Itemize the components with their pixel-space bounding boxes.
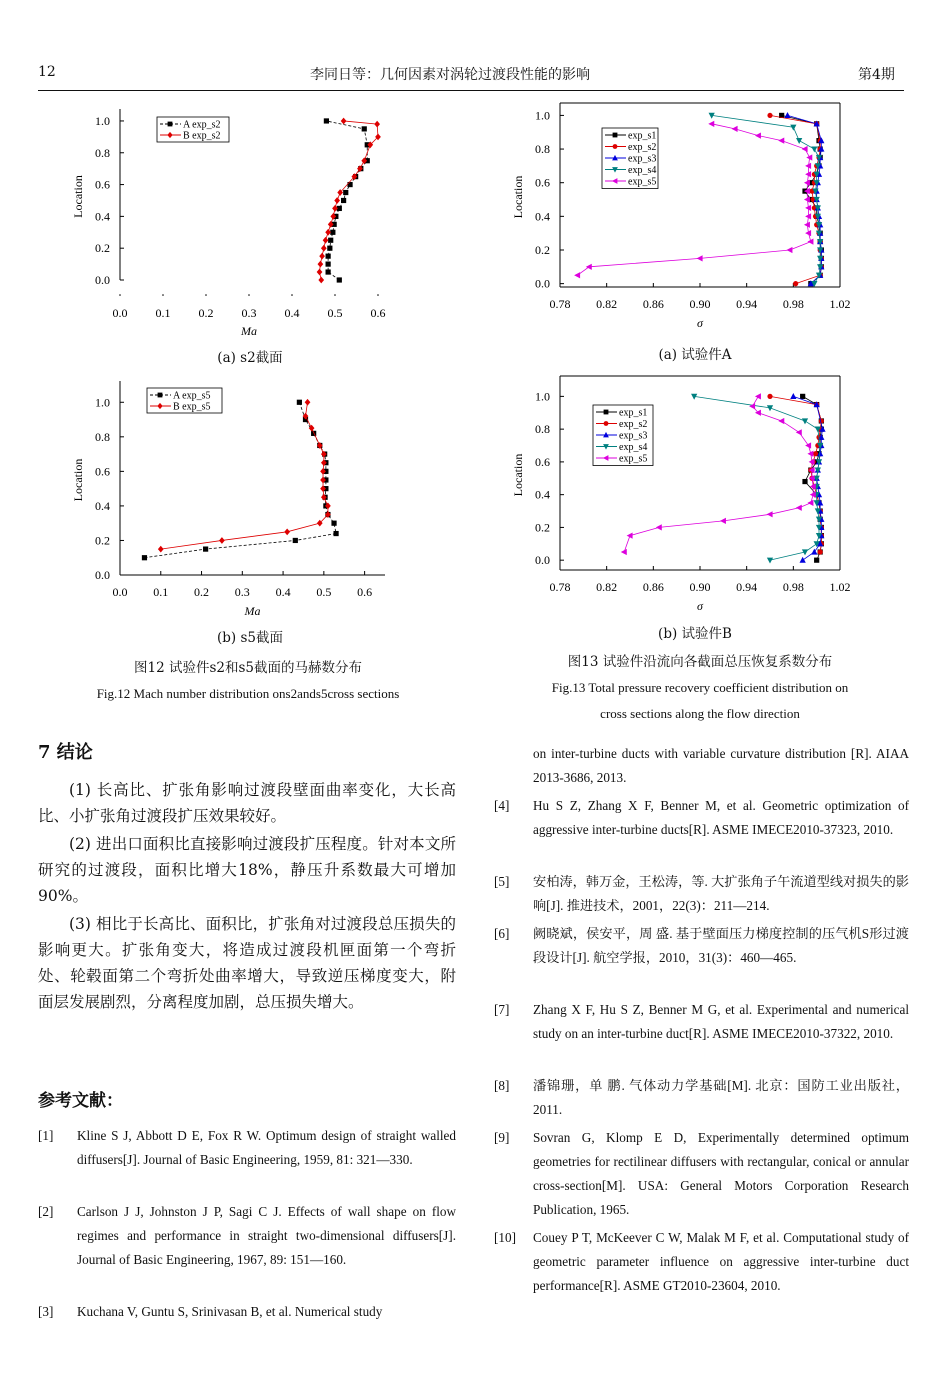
data-point [818, 549, 823, 554]
data-point [325, 229, 331, 236]
fig12-caption-en: Fig.12 Mach number distribution ons2ands5cross sections [96, 686, 400, 701]
x-axis-label: Ma [241, 324, 257, 338]
reference-text: Hu S Z, Zhang X F, Benner M, et al. Geometric optimization of aggressive inter-turbine ducts[R]. ASME IMECE2010-37323, 2010. [533, 798, 909, 837]
y-tick-label: 0.4 [535, 209, 550, 224]
x-tick-label: 0.90 [689, 297, 711, 311]
y-tick-label: 1.0 [535, 108, 550, 123]
legend-label: exp_s3 [628, 153, 657, 165]
x-tick-label: 0.1 [155, 306, 171, 320]
y-tick-label: 1.0 [535, 389, 550, 404]
y-tick-label: 0.2 [535, 520, 550, 535]
data-point [697, 255, 703, 261]
y-tick-label: 0.8 [535, 422, 550, 437]
legend-label: exp_s5 [628, 176, 657, 188]
legend-label: exp_s4 [628, 165, 657, 176]
issue-number: 第4期 [858, 67, 895, 83]
y-tick-label: 0.0 [535, 276, 550, 291]
y-tick-label: 0.8 [95, 429, 110, 444]
data-point [219, 537, 225, 544]
data-point [732, 126, 738, 132]
data-point [796, 138, 802, 144]
data-point [755, 132, 761, 138]
conclusion-item-1: (1) 长高比、扩张角影响过渡段壁面曲率变化，大长高比、小扩张角过渡段扩压效果较好。 [38, 781, 456, 825]
data-point [326, 261, 331, 266]
data-point [305, 399, 311, 406]
legend-label: exp_s3 [619, 430, 648, 442]
data-point [621, 549, 627, 555]
data-point [326, 269, 331, 274]
data-point [333, 531, 338, 536]
x-tick-label: 0.5 [327, 306, 343, 320]
data-point [755, 410, 761, 416]
x-tick-label: 0.90 [689, 580, 711, 594]
data-point [168, 122, 173, 127]
fig13a-sigma-chart [505, 95, 850, 345]
x-axis-label: Ma [244, 604, 261, 618]
data-point [343, 190, 348, 195]
y-tick-label: 0.2 [95, 241, 110, 256]
y-tick-label: 0.6 [95, 464, 110, 479]
data-point [800, 557, 806, 563]
fig12-caption-cn: 图12 试验件s2和s5截面的马赫数分布 [133, 660, 362, 676]
conclusion-item-3: (3) 相比于长高比、面积比，扩张角对过渡段总压损失的影响更大。扩张角变大，将造成过渡段机匣面第一个弯折处、轮毂面第二个弯折处曲率增大，导致逆压梯度变大，附面层发展剧烈，分离程度加剧，总压损失增大。 [38, 915, 456, 1011]
reference-item-continued [494, 742, 909, 790]
y-tick-label: 0.0 [95, 568, 110, 582]
x-tick-label: 0.94 [736, 580, 758, 594]
x-tick-label: 0.3 [241, 306, 257, 320]
data-point [331, 521, 336, 526]
y-tick-label: 0.8 [535, 142, 550, 157]
series-line [712, 115, 820, 283]
reference-number: [4] [494, 798, 510, 813]
series-line [694, 396, 820, 560]
data-point [158, 393, 163, 398]
reference-text: Zhang X F, Hu S Z, Benner M G, et al. Experimental and numerical study on an inter-turbine duct[R]. ASME IMECE2010-37322, 2010. [533, 1002, 909, 1041]
y-axis-label: Location [511, 175, 525, 219]
reference-item [494, 998, 909, 1070]
reference-number: [6] [494, 926, 510, 941]
reference-text: Carlson J J, Johnston J P, Sagi C J. Effects of wall shape on flow regimes and performance in straight two-dimensional diffusers[J]. Journal of Basic Engineering, 1967, 89: 151—160. [77, 1204, 456, 1267]
data-point [374, 121, 380, 128]
x-tick-label: 0.78 [549, 580, 571, 594]
reference-number: [9] [494, 1130, 510, 1145]
data-point [613, 144, 618, 149]
reference-item [38, 1124, 456, 1196]
x-tick-label: 0.98 [782, 297, 804, 311]
header-rule [38, 90, 904, 91]
fig13-caption-cn: 图13 试验件沿流向各截面总压恢复系数分布 [567, 654, 833, 670]
reference-number: [1] [38, 1128, 54, 1143]
data-point [203, 546, 208, 551]
data-point [341, 198, 346, 203]
references-title: 参考文献： [38, 1091, 123, 1111]
data-point [720, 518, 726, 524]
data-point [790, 393, 796, 399]
reference-text: 安柏涛，韩万金，王松涛，等. 大扩张角子午流道型线对损失的影响[J]. 推进技术，2001，22(3)：211—214. [533, 874, 909, 913]
reference-item [494, 1126, 909, 1222]
x-tick [205, 294, 207, 296]
data-point [319, 253, 325, 260]
data-point [793, 281, 798, 286]
y-tick-label: 0.6 [95, 177, 110, 192]
series-line [161, 402, 328, 549]
legend-label: B exp_s2 [183, 130, 221, 142]
data-point [708, 121, 714, 127]
reference-item [494, 1226, 909, 1322]
data-point [604, 421, 609, 426]
x-tick-label: 0.1 [153, 585, 169, 599]
running-title: 李同日等：几何因素对涡轮过渡段性能的影响 [310, 67, 590, 83]
y-axis-label: Location [71, 458, 85, 502]
fig12b-panel-label: (b) s5截面 [217, 630, 283, 646]
reference-text: Kuchana V, Guntu S, Srinivasan B, et al. Numerical study [77, 1304, 383, 1319]
data-point [656, 524, 662, 530]
data-point [327, 246, 332, 251]
data-point [778, 138, 784, 144]
data-point [802, 146, 808, 152]
data-point [813, 451, 818, 456]
x-tick-label: 0.2 [194, 585, 210, 599]
y-tick-label: 0.0 [535, 553, 550, 568]
reference-number: [2] [38, 1204, 54, 1219]
legend-label: exp_s5 [619, 453, 648, 465]
y-tick-label: 0.0 [95, 273, 110, 287]
x-tick [291, 294, 293, 296]
data-point [324, 118, 329, 123]
data-point [786, 247, 792, 253]
x-tick-label: 0.78 [549, 297, 571, 311]
data-point [767, 113, 772, 118]
data-point [790, 125, 796, 131]
data-point [334, 197, 340, 204]
reference-text: Kline S J, Abbott D E, Fox R W. Optimum design of straight walled diffusers[J]. Journal of Basic Engineering, 1959, 81: 321—330. [77, 1128, 456, 1167]
data-point [293, 538, 298, 543]
data-point [142, 555, 147, 560]
legend-label: B exp_s5 [173, 401, 211, 413]
data-point [800, 394, 805, 399]
x-tick-label: 0.3 [234, 585, 250, 599]
reference-text: Sovran G, Klomp E D, Experimentally determined optimum geometries for rectilinear diffusers with rectangular, conical or annular cross-section[M]. USA: General Motors Corporation Research Publication, 1965. [533, 1130, 909, 1217]
data-point [802, 479, 807, 484]
reference-item [38, 1300, 456, 1324]
x-tick-label: 0.82 [596, 297, 618, 311]
x-axis-label: σ [697, 316, 703, 330]
data-point [326, 254, 331, 259]
reference-number: [5] [494, 874, 510, 889]
reference-number: [8] [494, 1078, 510, 1093]
legend-label: A exp_s2 [183, 119, 221, 131]
y-tick-label: 0.6 [535, 175, 550, 190]
reference-number: [10] [494, 1230, 516, 1245]
data-point [811, 146, 817, 152]
data-point [318, 261, 324, 268]
data-point [804, 222, 810, 228]
data-point [341, 118, 347, 125]
data-point [337, 277, 342, 282]
data-point [321, 245, 327, 252]
fig13a-panel-label: (a) 试验件A [658, 347, 732, 363]
x-tick-label: 0.0 [112, 306, 128, 320]
data-point [318, 277, 324, 284]
x-tick-label: 0.94 [736, 297, 758, 311]
reference-item [494, 1074, 909, 1122]
reference-text: 潘锦珊，单 鹏. 气体动力学基础[M]. 北京：国防工业出版社，2011. [533, 1078, 909, 1117]
y-tick-label: 0.4 [535, 487, 550, 502]
data-point [814, 558, 819, 563]
x-tick-label: 0.4 [275, 585, 291, 599]
y-tick-label: 0.4 [95, 209, 110, 224]
legend-label: exp_s1 [628, 130, 657, 142]
x-tick [248, 294, 250, 296]
y-tick-label: 0.4 [95, 498, 110, 513]
data-point [613, 133, 618, 138]
x-tick-label: 0.82 [596, 580, 618, 594]
fig12b-mach-chart [60, 375, 400, 625]
x-tick-label: 0.6 [370, 306, 386, 320]
legend-label: exp_s4 [619, 442, 648, 453]
fig13b-panel-label: (b) 试验件B [658, 626, 732, 642]
data-point [778, 418, 784, 424]
data-point [297, 400, 302, 405]
series-line [144, 402, 336, 557]
data-point [284, 528, 290, 535]
reference-text: Couey P T, McKeever C W, Malak M F, et al. Computational study of geometric parameter influence on aggressive inter-turbine duct performance[R]. ASME GT2010-23604, 2010. [533, 1230, 909, 1293]
x-tick-label: 0.5 [316, 585, 332, 599]
data-point [317, 269, 323, 276]
fig13-caption-en-2: cross sections along the flow direction [600, 706, 800, 721]
data-point [807, 500, 813, 506]
legend-label: exp_s2 [619, 419, 648, 430]
x-tick-label: 0.0 [112, 585, 128, 599]
data-point [749, 403, 755, 409]
data-point [362, 126, 367, 131]
x-tick-label: 1.02 [829, 297, 850, 311]
y-tick-label: 1.0 [95, 113, 110, 128]
fig12a-panel-label: (a) s2截面 [217, 350, 283, 366]
data-point [805, 442, 811, 448]
y-axis-label: Location [511, 453, 525, 497]
data-point [604, 410, 609, 415]
data-point [767, 394, 772, 399]
y-tick-label: 0.2 [535, 242, 550, 257]
reference-text: 阙晓斌，侯安平，周 盛. 基于壁面压力梯度控制的压气机S形过渡段设计[J]. 航空学报，2010，31(3)：460—465. [533, 926, 909, 965]
reference-item [494, 870, 909, 918]
reference-text-continued: on inter-turbine ducts with variable curvature distribution [R]. AIAA 2013-3686, 2013. [533, 746, 909, 785]
legend-label: exp_s1 [619, 407, 648, 419]
data-point [347, 182, 352, 187]
x-tick-label: 0.2 [198, 306, 214, 320]
x-tick [162, 294, 164, 296]
page-number: 12 [38, 64, 56, 80]
data-point [158, 546, 164, 553]
x-tick [119, 294, 121, 296]
data-point [323, 237, 329, 244]
data-point [328, 238, 333, 243]
fig13b-sigma-chart [505, 375, 850, 625]
data-point [330, 230, 335, 235]
fig13-caption-en-1: Fig.13 Total pressure recovery coefficient distribution on [551, 680, 849, 695]
conclusion-item-2: (2) 进出口面积比直接影响过渡段扩压程度。针对本文所研究的过渡段，面积比增大18%，静压升系数最大可增加90%。 [38, 835, 456, 905]
legend-label: exp_s2 [628, 142, 657, 153]
data-point [767, 405, 773, 411]
reference-item [38, 1200, 456, 1296]
legend-label: A exp_s5 [173, 390, 211, 402]
reference-number: [3] [38, 1304, 54, 1319]
y-tick-label: 0.8 [95, 145, 110, 160]
x-tick-label: 0.86 [642, 297, 664, 311]
x-tick-label: 1.02 [829, 580, 850, 594]
data-point [574, 272, 580, 278]
series-line [326, 121, 367, 280]
y-axis-label: Location [71, 175, 85, 218]
reference-item [494, 922, 909, 994]
y-tick-label: 1.0 [95, 395, 110, 410]
section-title: 7 结论 [38, 742, 93, 763]
x-tick-label: 0.6 [357, 585, 373, 599]
x-tick [334, 294, 336, 296]
x-axis-label: σ [697, 599, 703, 613]
x-tick-label: 0.4 [284, 306, 300, 320]
x-tick-label: 0.86 [642, 580, 664, 594]
data-point [784, 112, 790, 118]
fig12a-mach-chart [60, 95, 400, 345]
data-point [802, 418, 808, 424]
data-point [767, 511, 773, 517]
x-tick [377, 294, 379, 296]
data-point [796, 505, 802, 511]
y-tick-label: 0.6 [535, 454, 550, 469]
y-tick-label: 0.2 [95, 533, 110, 548]
data-point [755, 393, 761, 399]
reference-number: [7] [494, 1002, 510, 1017]
reference-item [494, 794, 909, 866]
data-point [767, 558, 773, 564]
data-point [796, 429, 802, 435]
x-tick-label: 0.98 [782, 580, 804, 594]
